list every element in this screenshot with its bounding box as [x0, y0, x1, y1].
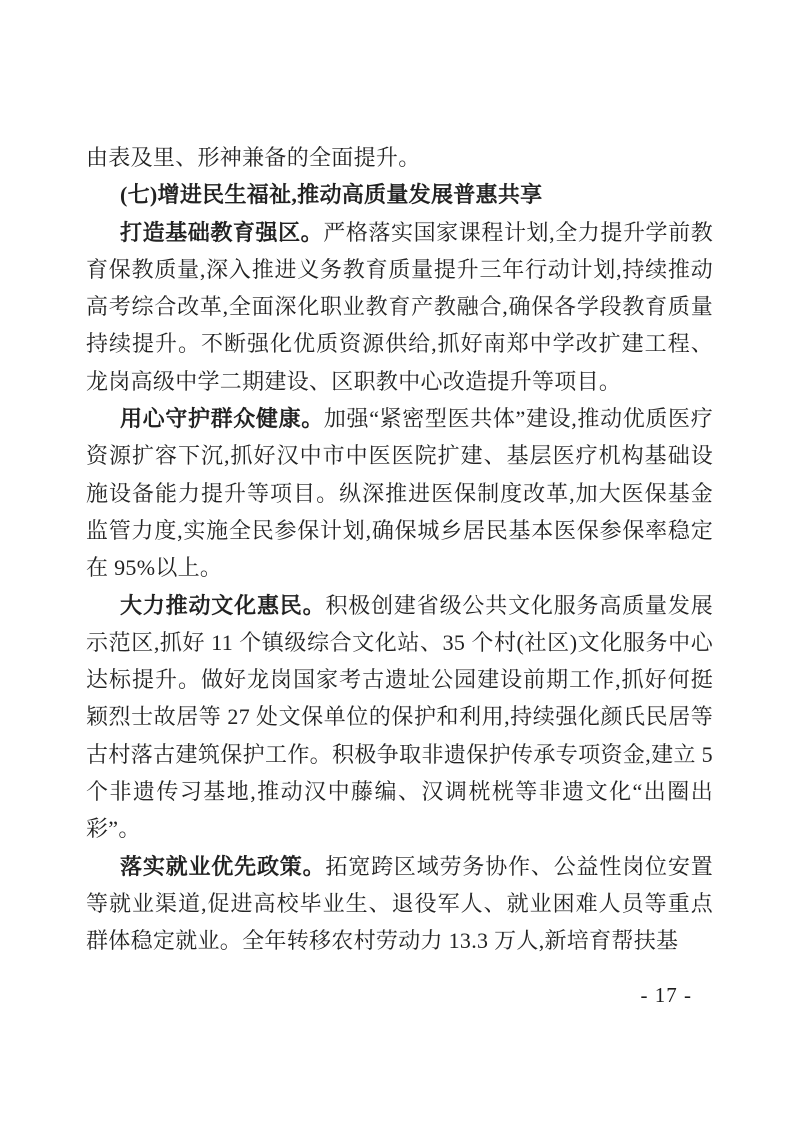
paragraph-continuation: [86, 139, 713, 176]
paragraph-text: 积极创建省级公共文化服务高质量发展示范区,抓好 11 个镇级综合文化站、35 个村(社区)文化服务中心达标提升。做好龙岗国家考古遗址公园建设前期工作,抓好何挺颖烈士故居等 27 处文保单位的保护和利用,持续强化颜氏民居等古村落古建筑保护工作。积极争取非遗保护传承专项资金,建立 5 个非遗传习基地,推动汉中藤编、汉调桄桄等非遗文化“出圈出彩”。: [86, 592, 713, 842]
paragraph-text: 由表及里、形神兼备的全面提升。: [86, 145, 421, 170]
page-number: - 17 -: [640, 983, 692, 1007]
paragraph-lead: 用心守护群众健康。: [120, 406, 324, 432]
paragraph-culture: [86, 587, 713, 848]
paragraph-lead: 大力推动文化惠民。: [120, 592, 326, 618]
paragraph-health: [86, 400, 713, 586]
paragraph-lead: 落实就业优先政策。: [120, 853, 326, 879]
section-heading-seven: [86, 176, 713, 213]
paragraph-lead: 打造基础教育强区。: [120, 219, 324, 245]
document-body: [86, 139, 713, 960]
section-heading-text: (七)增进民生福祉,推动高质量发展普惠共享: [120, 182, 543, 208]
paragraph-text: 加强“紧密型医共体”建设,推动优质医疗资源扩容下沉,抓好汉中市中医医院扩建、基层医疗机构基础设施设备能力提升等项目。纵深推进医保制度改革,加大医保基金监管力度,实施全民参保计划,确保城乡居民基本医保参保率稳定在 95%以上。: [86, 406, 713, 581]
paragraph-text: 拓宽跨区域劳务协作、公益性岗位安置等就业渠道,促进高校毕业生、退役军人、就业困难人员等重点群体稳定就业。全年转移农村劳动力 13.3 万人,新培育帮扶基: [86, 853, 713, 954]
paragraph-employment: [86, 848, 713, 960]
paragraph-text: 严格落实国家课程计划,全力提升学前教育保教质量,深入推进义务教育质量提升三年行动计划,持续推动高考综合改革,全面深化职业教育产教融合,确保各学段教育质量持续提升。不断强化优质资源供给,抓好南郑中学改扩建工程、龙岗高级中学二期建设、区职教中心改造提升等项目。: [86, 219, 713, 394]
paragraph-education: [86, 214, 713, 400]
